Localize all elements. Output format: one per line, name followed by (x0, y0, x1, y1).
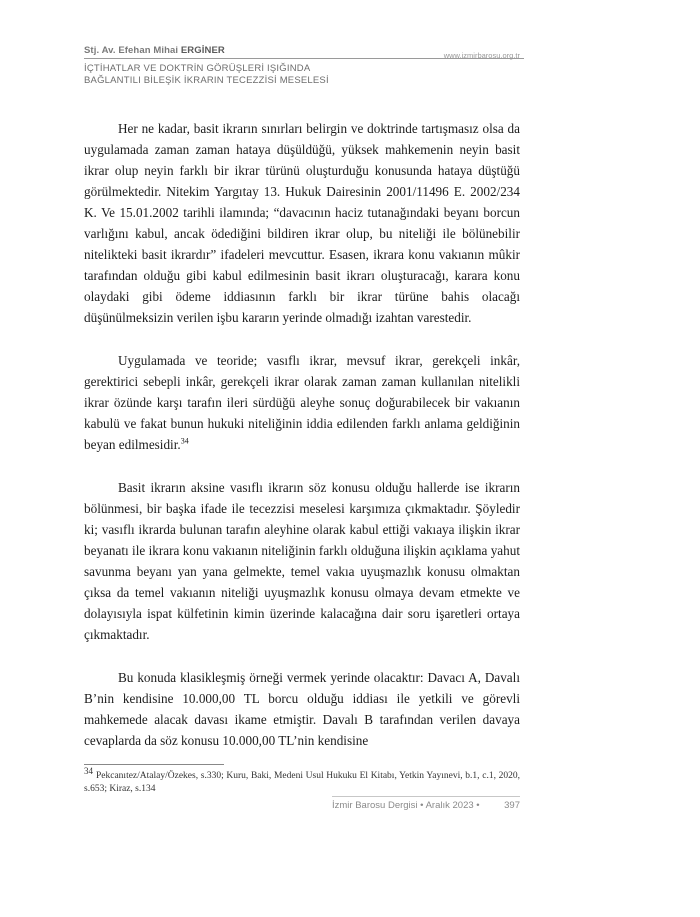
running-header (84, 45, 624, 56)
paragraph-4: Bu konuda klasikleşmiş örneği vermek yerinde olacaktır: Davacı A, Davalı B’nin kendisine 10.000,00 TL borcu olduğu iddiası ile yetkili ve görevli mahkemede alacak davası ikame etmiştir. Davalı B tarafından verilen davaya cevaplarda da söz konusu 10.000,00 TL’nin kendisine (84, 670, 520, 748)
article-title-line-2: BAĞLANTILI BİLEŞİK İKRARIN TECEZZİSİ MESELESİ (84, 75, 329, 86)
article-title (84, 63, 484, 87)
footnote-text: Pekcanıtez/Atalay/Özekes, s.330; Kuru, Baki, Medeni Usul Hukuku El Kitabı, Yetkin Yayınevi, b.1, c.1, 2020, s.653; Kiraz, s.134 (84, 771, 520, 794)
paragraph-2-text: Uygulamada ve teoride; vasıflı ikrar, mevsuf ikrar, gerekçeli inkâr, gerektirici sebepli inkâr, gerekçeli ikrar olarak zaman zaman kullanılan nitelikli ikrar özünde karşı tarafın ileri sürdüğü aleyhe sonuç doğurabilecek bir vakıanın kabulü ve fakat bunun hukuki niteliğinin iddia edilenden farklı anlama geldiğinin beyan edilmesidir. (84, 353, 520, 452)
footer-divider (332, 796, 520, 797)
author-name (84, 45, 624, 56)
footnote-reference[interactable]: 34 (180, 436, 189, 446)
page-footer (332, 800, 520, 811)
footnote-divider (84, 764, 224, 765)
author-surname: ERGİNER (180, 45, 225, 56)
header-divider (84, 58, 524, 59)
body-text (84, 118, 520, 773)
footnote (84, 765, 520, 796)
page-number: 397 (504, 800, 520, 811)
journal-info: İzmir Barosu Dergisi • Aralık 2023 • (332, 800, 480, 811)
footnote-number: 34 (84, 765, 93, 776)
website-link[interactable]: www.izmirbarosu.org.tr (443, 51, 520, 60)
paragraph-1: Her ne kadar, basit ikrarın sınırları belirgin ve doktrinde tartışmasız olsa da uygulamada zaman zaman hataya düşüldüğü, yüksek mahkemenin neyin basit ikrar olup neyin farklı bir ikrar türünü oluşturduğu konusunda hataya düştüğü görülmektedir. Nitekim Yargıtay 13. Hukuk Dairesinin 2001/11496 E. 2002/234 K. Ve 15.01.2002 tarihli ilamında; “davacının haciz tutanağındaki beyanı borcun varlığını kabul, ancak ödediğini bildiren ikrar olup, bu niteliği ile bölünebilir nitelikteki basit ikrardır” ifadeleri mevcuttur. Esasen, ikrara konu vakıanın mûkir tarafından olduğu gibi kabul edilmesinin basit ikrarı oluşturacağı, karara konu olaydaki gibi ödeme iddiasının farklı bir ikrar türüne bahis olacağı düşünülmeksizin verilen işbu kararın yerinde olmadığı izahtan varestedir. (84, 121, 520, 325)
paragraph-3: Basit ikrarın aksine vasıflı ikrarın söz konusu olduğu hallerde ise ikrarın bölünmesi, bir başka ifade ile tecezzisi meselesi karşımıza çıkmaktadır. Şöyledir ki; vasıflı ikrarda bulunan tarafın aleyhine olarak kabul ettiği vakıaya ilişkin ikrar beyanatı ile ikrara konu vakıanın niteliğinin farklı olduğuna ilişkin açıklama yahut savunma beyanı yan yana gelmekte, temel vakıa uyuşmazlık konusu olmaktan çıksa da temel vakıanın niteliği uyuşmazlık konusu olmaya devam etmekte ve dolayısıyla ispat külfetinin kimin üzerinde kalacağına dair soru işaretleri ortaya çıkmaktadır. (84, 480, 520, 642)
article-title-line-1: İÇTİHATLAR VE DOKTRİN GÖRÜŞLERİ IŞIĞINDA (84, 63, 311, 74)
paragraph-2 (84, 350, 520, 455)
author-prefix: Stj. Av. Efehan Mihai (84, 45, 181, 56)
